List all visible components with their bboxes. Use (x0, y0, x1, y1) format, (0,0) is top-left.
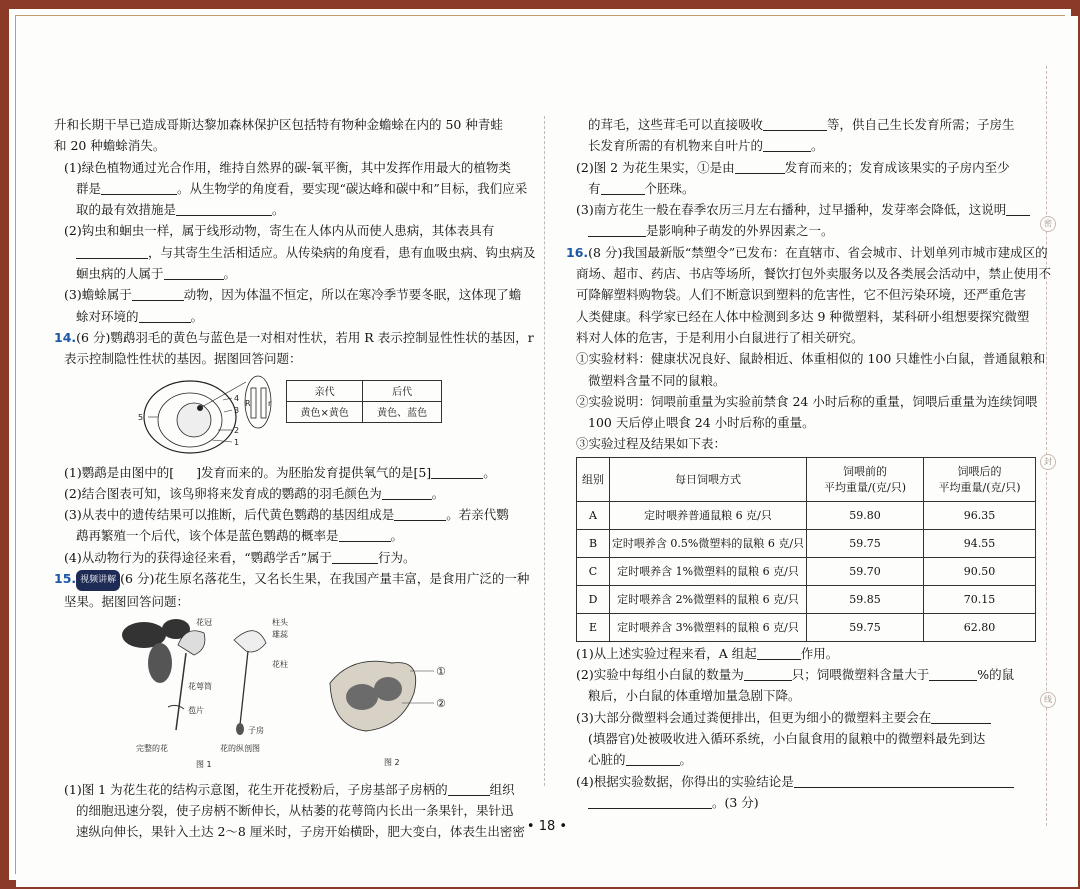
q13-line: ，与其寄生生活相适应。从传染病的角度看，患有血吸虫病、钩虫病及 (54, 242, 524, 263)
q14-line: (3)从表中的遗传结果可以推断，后代黄色鹦鹉的基因组成是 。若亲代鹦 (64, 507, 509, 523)
fig-label-4: 4 (234, 393, 240, 403)
table-row (577, 585, 1036, 613)
table-cell: B (577, 529, 610, 557)
q14-line: (4)从动物行为的获得途径来看，“鹦鹉学舌”属于 行为。 (64, 549, 416, 565)
q16-item-line: 微塑料含量不同的鼠粮。 (588, 372, 726, 388)
table-cell: A (577, 501, 610, 529)
intro-line: 升和长期干旱已造成哥斯达黎加森林保护区包括特有物种金蟾蜍在内的 50 种青蛙 (54, 117, 503, 132)
q13-line: 蜍对环境的 。 (76, 308, 204, 324)
fig-label: ② (436, 696, 446, 710)
fig-caption: 完整的花 (136, 743, 168, 753)
q16-text-line: 料对人体的危害，于是利用小白鼠进行了相关研究。 (576, 329, 864, 345)
q15-line: (1)图 1 为花生花的结构示意图，花生开花授粉后，子房基部子房柄的 组织 (64, 781, 515, 797)
q14-header: 14.(6 分)鹦鹉羽毛的黄色与蓝色是一对相对性状，若用 R 表示控制显性性状的基因，r (54, 329, 534, 345)
q13-line: 群是 。从生物学的角度看，要实现“碳达峰和碳中和”目标，我们应采 (76, 180, 528, 196)
q14-line: 鹉再繁殖一个后代，该个体是蓝色鹦鹉的概率是 。 (76, 528, 404, 544)
intro-line: 和 20 种蟾蜍消失。 (54, 138, 166, 154)
table-cell: 96.35 (924, 501, 1036, 529)
fig-label: ① (436, 664, 446, 678)
q16-item-line: ③实验过程及结果如下表： (576, 436, 727, 452)
answer-blank[interactable] (763, 138, 811, 152)
answer-blank[interactable] (101, 181, 177, 195)
table-cell: 定时喂养含 2%微塑料的鼠粮 6 克/只 (610, 585, 807, 613)
experiment-table (576, 457, 1036, 642)
fig-label: 雄蕊 (272, 629, 288, 639)
q16-item-line: 100 天后停止喂食 24 小时后称的重量。 (588, 415, 815, 431)
answer-blank[interactable] (448, 782, 490, 796)
calyx-tube (176, 653, 186, 730)
q16-sub-line: (3)大部分微塑料会通过粪便排出，但更为细小的微塑料主要会在 (566, 707, 1041, 728)
peanut-seed (374, 677, 402, 701)
table-cell: 59.75 (807, 613, 924, 641)
fig-label-2: 2 (234, 425, 240, 435)
fig-label-r: r (268, 398, 272, 408)
q15-cont-line: (3)南方花生一般在春季农历三月左右播种，过早播种，发芽率会降低，这说明 (566, 199, 1041, 220)
fig-label: 苞片 (188, 705, 204, 715)
fig-label: 花柱 (272, 659, 288, 669)
pointer-line (200, 382, 246, 408)
q16-text-line: 可降解塑料购物袋。人们不断意识到塑料的危害性，它不但污染环境，还严重危害 (576, 287, 1027, 303)
q13-line: 取的最有效措施是 。 (76, 202, 285, 218)
q13-line: (3)蟾蜍属于 动物，因为体温不恒定，所以在寒冷季节要冬眠，这体现了蟾 (64, 287, 522, 303)
workbook-page (16, 16, 1078, 887)
q16-sub-line: (1)从上述实验过程来看，A 组起 作用。 (576, 645, 839, 661)
table-row (577, 613, 1036, 641)
answer-blank[interactable] (763, 117, 827, 131)
margin-mark-xian: 线 (1040, 692, 1056, 708)
answer-blank[interactable] (431, 465, 483, 479)
q16-text-line: 商场、超市、药店、书店等场所，餐饮打包外卖服务以及各类展会活动中，禁止使用不 (576, 266, 1052, 282)
leaf (148, 643, 172, 683)
q15-cont-line: (2)图 2 为花生果实，①是由 发育而来的；发育成该果实的子房内至少 (576, 159, 1010, 175)
question-number: 15. (54, 571, 77, 587)
left-column (54, 114, 536, 843)
answer-blank[interactable] (794, 774, 1014, 788)
q16-sub-line: (填器官)处被吸收进入循环系统，小白鼠食用的鼠粮中的微塑料最先到达 (588, 730, 986, 746)
ovary (236, 723, 244, 735)
table-cell: 62.80 (924, 613, 1036, 641)
fig-caption: 图 2 (384, 757, 400, 767)
q14-figure-area (54, 370, 524, 462)
answer-blank[interactable] (757, 646, 801, 660)
table-cell: 定时喂养含 1%微塑料的鼠粮 6 克/只 (610, 557, 807, 585)
answer-blank[interactable] (164, 266, 224, 280)
binding-margin-line (1046, 66, 1047, 826)
answer-blank[interactable] (76, 245, 148, 259)
table-row (577, 557, 1036, 585)
q14-inheritance-table (286, 380, 442, 423)
table-cell: 黄色、蓝色 (363, 401, 442, 422)
q15-cont-line: 是影响种子萌发的外界因素之一。 (566, 220, 1041, 241)
answer-blank[interactable] (332, 550, 378, 564)
peanut-seed (346, 684, 378, 710)
fig-label: 花冠 (196, 617, 212, 627)
q13-line: (1)绿色植物通过光合作用，维持自然界的碳-氧平衡，其中发挥作用最大的植物类 (64, 159, 511, 175)
table-header: 亲代 (287, 380, 363, 401)
flower-section (234, 630, 266, 651)
table-header: 每日饲喂方式 (610, 457, 807, 501)
fig-label: 子房 (248, 725, 264, 735)
q14-line: (2)结合图表可知，该鸟卵将来发育成的鹦鹉的羽毛颜色为 。 (64, 485, 445, 501)
fig-label-5: 5 (138, 412, 144, 422)
q15-line: 速纵向伸长，果针入土达 2～8 厘米时，子房开始横卧，肥大变白，体表生出密密 (76, 824, 525, 840)
q16-item-line: ②实验说明：饲喂前重量为实验前禁食 24 小时后称的重量，饲喂后重量为连续饲喂 (576, 393, 1038, 409)
answer-blank[interactable] (626, 752, 680, 766)
table-row (577, 529, 1036, 557)
fig-label: 柱头 (272, 617, 288, 627)
table-cell: 定时喂养含 0.5%微塑料的鼠粮 6 克/只 (610, 529, 807, 557)
peanut-fruit-figure (322, 653, 472, 773)
fig-caption: 图 1 (196, 759, 212, 769)
question-number: 14. (54, 329, 77, 345)
egg-yolk (177, 403, 211, 437)
q16-text-line: 人类健康。科学家已经在人体中检测到多达 9 种微塑料，某科研小组想要探究微塑 (576, 308, 1030, 324)
question-number: 16. (566, 244, 589, 260)
q15-header: 15. 视频讲解 (6 分)花生原名落花生，又名长生果，在我国产量丰富，是食用广泛的一种 (54, 568, 524, 591)
table-cell: C (577, 557, 610, 585)
answer-blank[interactable] (339, 528, 391, 542)
answer-blank[interactable] (1006, 202, 1030, 216)
answer-blank[interactable] (588, 223, 646, 237)
answer-blank[interactable] (735, 160, 785, 174)
q13-line: 蛔虫病的人属于 。 (76, 266, 237, 282)
fig-label-1: 1 (234, 437, 240, 447)
style-line (240, 651, 248, 725)
q16-table-area (566, 455, 1041, 643)
table-cell: 94.55 (924, 529, 1036, 557)
table-cell: E (577, 613, 610, 641)
table-cell: 59.80 (807, 501, 924, 529)
q13-line: (2)钩虫和蛔虫一样，属于线形动物，寄生在人体内从而使人患病，其体表具有 (64, 223, 495, 239)
fig-label: 花萼筒 (188, 681, 212, 691)
q16-sub-line: 心脏的 。 (588, 752, 693, 768)
table-cell: 90.50 (924, 557, 1036, 585)
answer-blank[interactable] (931, 710, 991, 724)
table-cell: D (577, 585, 610, 613)
q16-header: 16.(8 分)我国最新版“禁塑令”已发布：在直辖市、省会城市、计划单列市城市建成区的 (566, 244, 1048, 260)
table-header: 组别 (577, 457, 610, 501)
q15-figure-area (54, 613, 524, 779)
page-number: • 18 • (526, 819, 568, 834)
answer-blank[interactable] (382, 486, 432, 500)
answer-blank[interactable] (601, 181, 645, 195)
margin-mark-mi: 密 (1040, 216, 1056, 232)
chromosome-left (251, 388, 256, 418)
answer-blank[interactable] (929, 667, 977, 681)
table-cell: 59.70 (807, 557, 924, 585)
label-line-3 (224, 410, 232, 412)
table-cell: 59.85 (807, 585, 924, 613)
video-lesson-badge[interactable]: 视频讲解 (76, 570, 120, 591)
q15-header-cont: 坚果。据图回答问题： (64, 594, 190, 610)
q14-line: (1)鹦鹉是由图中的[ ]发育而来的。为胚胎发育提供氧气的是[5] 。 (64, 464, 496, 480)
chromosome-right (261, 388, 266, 418)
fig-label-R: R (245, 398, 251, 408)
q15-line: 的细胞迅速分裂，使子房柄不断伸长，从枯萎的花萼筒内长出一条果针，果针迅 (76, 802, 514, 818)
fig-caption: 花的纵剖图 (220, 743, 260, 753)
q14-header-cont: 表示控制隐性性状的基因。据图回答问题： (64, 351, 302, 367)
q16-sub-line: (4)根据实验数据，你得出的实验结论是 (566, 771, 1041, 792)
answer-blank[interactable] (139, 309, 191, 323)
bract (168, 705, 184, 709)
table-cell: 70.15 (924, 585, 1036, 613)
column-divider (544, 116, 545, 786)
q15-cont-line: 有 个胚珠。 (588, 180, 695, 196)
page-frame-inner (15, 15, 1065, 874)
q15-cont-line: 的茸毛，这些茸毛可以直接吸收 等，供自己生长发育所需；子房生 (588, 117, 1015, 132)
answer-blank[interactable] (744, 667, 792, 681)
label-line-1 (212, 440, 232, 442)
table-header: 饲喂前的 平均重量/(克/只) (807, 457, 924, 501)
right-column (566, 114, 1052, 813)
table-row (577, 501, 1036, 529)
table-cell: 黄色×黄色 (287, 401, 363, 422)
table-cell: 定时喂养普通鼠粮 6 克/只 (610, 501, 807, 529)
q16-sub-line: 。(3 分) (566, 792, 1041, 813)
table-header: 后代 (363, 380, 442, 401)
egg-diagram (128, 370, 298, 460)
margin-mark-feng: 封 (1040, 454, 1056, 470)
q16-sub-line: (2)实验中每组小白鼠的数量为 只；饲喂微塑料含量大于 %的鼠 (576, 667, 1015, 683)
answer-blank[interactable] (588, 795, 712, 809)
table-cell: 定时喂养含 3%微塑料的鼠粮 6 克/只 (610, 613, 807, 641)
fig-label-3: 3 (234, 405, 240, 415)
q16-sub-line: 粮后，小白鼠的体重增加量急剧下降。 (588, 688, 801, 704)
answer-blank[interactable] (176, 202, 272, 216)
q15-cont-line: 长发育所需的有机物来自叶片的 。 (588, 138, 824, 154)
peanut-flower-figure (116, 615, 316, 775)
q16-item-line: ①实验材料：健康状况良好、鼠龄相近、体重相似的 100 只雄性小白鼠，普通鼠粮和 (576, 351, 1046, 367)
answer-blank[interactable] (394, 507, 446, 521)
table-header: 饲喂后的 平均重量/(克/只) (924, 457, 1036, 501)
answer-blank[interactable] (132, 287, 184, 301)
table-cell: 59.75 (807, 529, 924, 557)
